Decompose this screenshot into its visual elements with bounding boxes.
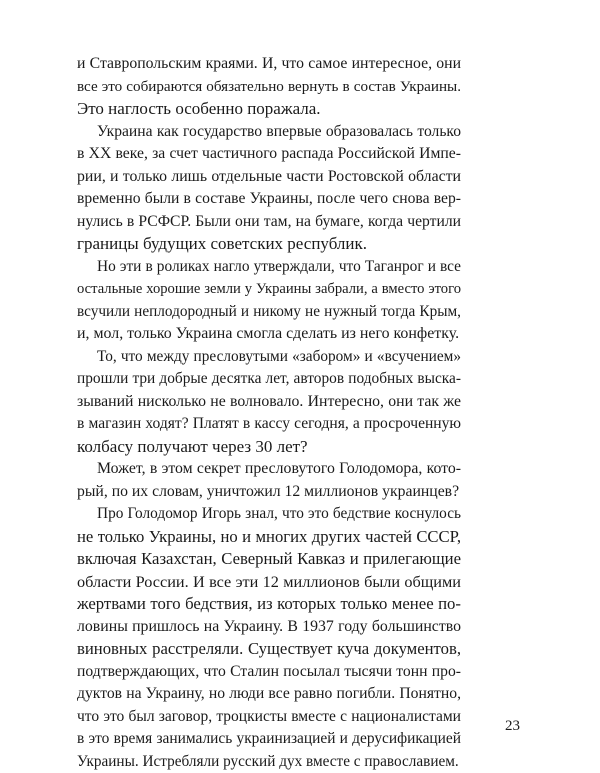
text-line: нулись в РСФСР. Были они там, на бумаге, когда чертили bbox=[77, 211, 461, 234]
page-number: 23 bbox=[505, 716, 520, 736]
text-line: прошли три добрые десятка лет, авторов подобных выска- bbox=[77, 368, 461, 391]
text-line: области России. И все эти 12 миллионов были общими bbox=[77, 571, 461, 594]
text-line: колбасу получают через 30 лет? bbox=[77, 436, 461, 459]
text-line: жертвами того бедствия, из которых только менее по- bbox=[77, 593, 461, 616]
text-line: остальные хорошие земли у Украины забрали, а вместо этого bbox=[77, 278, 461, 301]
text-line: То, что между пресловутыми «забором» и «всучением» bbox=[77, 346, 461, 369]
text-line: дуктов на Украину, но люди все равно погибли. Понятно, bbox=[77, 683, 461, 706]
text-line: Может, в этом секрет пресловутого Голодомора, кото- bbox=[77, 458, 461, 481]
text-line: подтверждающих, что Сталин посылал тысячи тонн про- bbox=[77, 661, 461, 684]
text-line: Украины. Истребляли русский дух вместе с православием. bbox=[77, 751, 461, 773]
text-line: не только Украины, но и многих других частей СССР, bbox=[77, 526, 461, 549]
text-line: зываний нисколько не волновало. Интересно, они так же bbox=[77, 391, 461, 414]
text-line: и Ставропольским краями. И, что самое интересное, они bbox=[77, 53, 461, 76]
body-text bbox=[77, 53, 461, 773]
text-line: виновных расстреляли. Существует куча документов, bbox=[77, 638, 461, 661]
text-line: в магазин ходят? Платят в кассу сегодня, а просроченную bbox=[77, 413, 461, 436]
text-line: рый, по их словам, уничтожил 12 миллионов украинцев? bbox=[77, 481, 461, 504]
text-line: ловины пришлось на Украину. В 1937 году большинство bbox=[77, 616, 461, 639]
text-line: в это время занимались украинизацией и дерусификацией bbox=[77, 728, 461, 751]
text-line: Это наглость особенно поражала. bbox=[77, 98, 461, 121]
text-line: всучили неплодородный и никому не нужный тогда Крым, bbox=[77, 301, 461, 324]
text-line: рии, и только лишь отдельные части Ростовской области bbox=[77, 166, 461, 189]
text-line: Но эти в роликах нагло утверждали, что Таганрог и все bbox=[77, 256, 461, 279]
text-line: Украина как государство впервые образовалась только bbox=[77, 121, 461, 144]
text-line: и, мол, только Украина смогла сделать из него конфетку. bbox=[77, 323, 461, 346]
text-line: временно были в составе Украины, после чего снова вер- bbox=[77, 188, 461, 211]
text-line: включая Казахстан, Северный Кавказ и прилегающие bbox=[77, 548, 461, 571]
text-line: что это был заговор, троцкисты вместе с националистами bbox=[77, 706, 461, 729]
text-line: в XX веке, за счет частичного распада Российской Импе- bbox=[77, 143, 461, 166]
text-line: Про Голодомор Игорь знал, что это бедствие коснулось bbox=[77, 503, 461, 526]
text-line: все это собираются обязательно вернуть в состав Украины. bbox=[77, 76, 461, 99]
text-line: границы будущих советских республик. bbox=[77, 233, 461, 256]
